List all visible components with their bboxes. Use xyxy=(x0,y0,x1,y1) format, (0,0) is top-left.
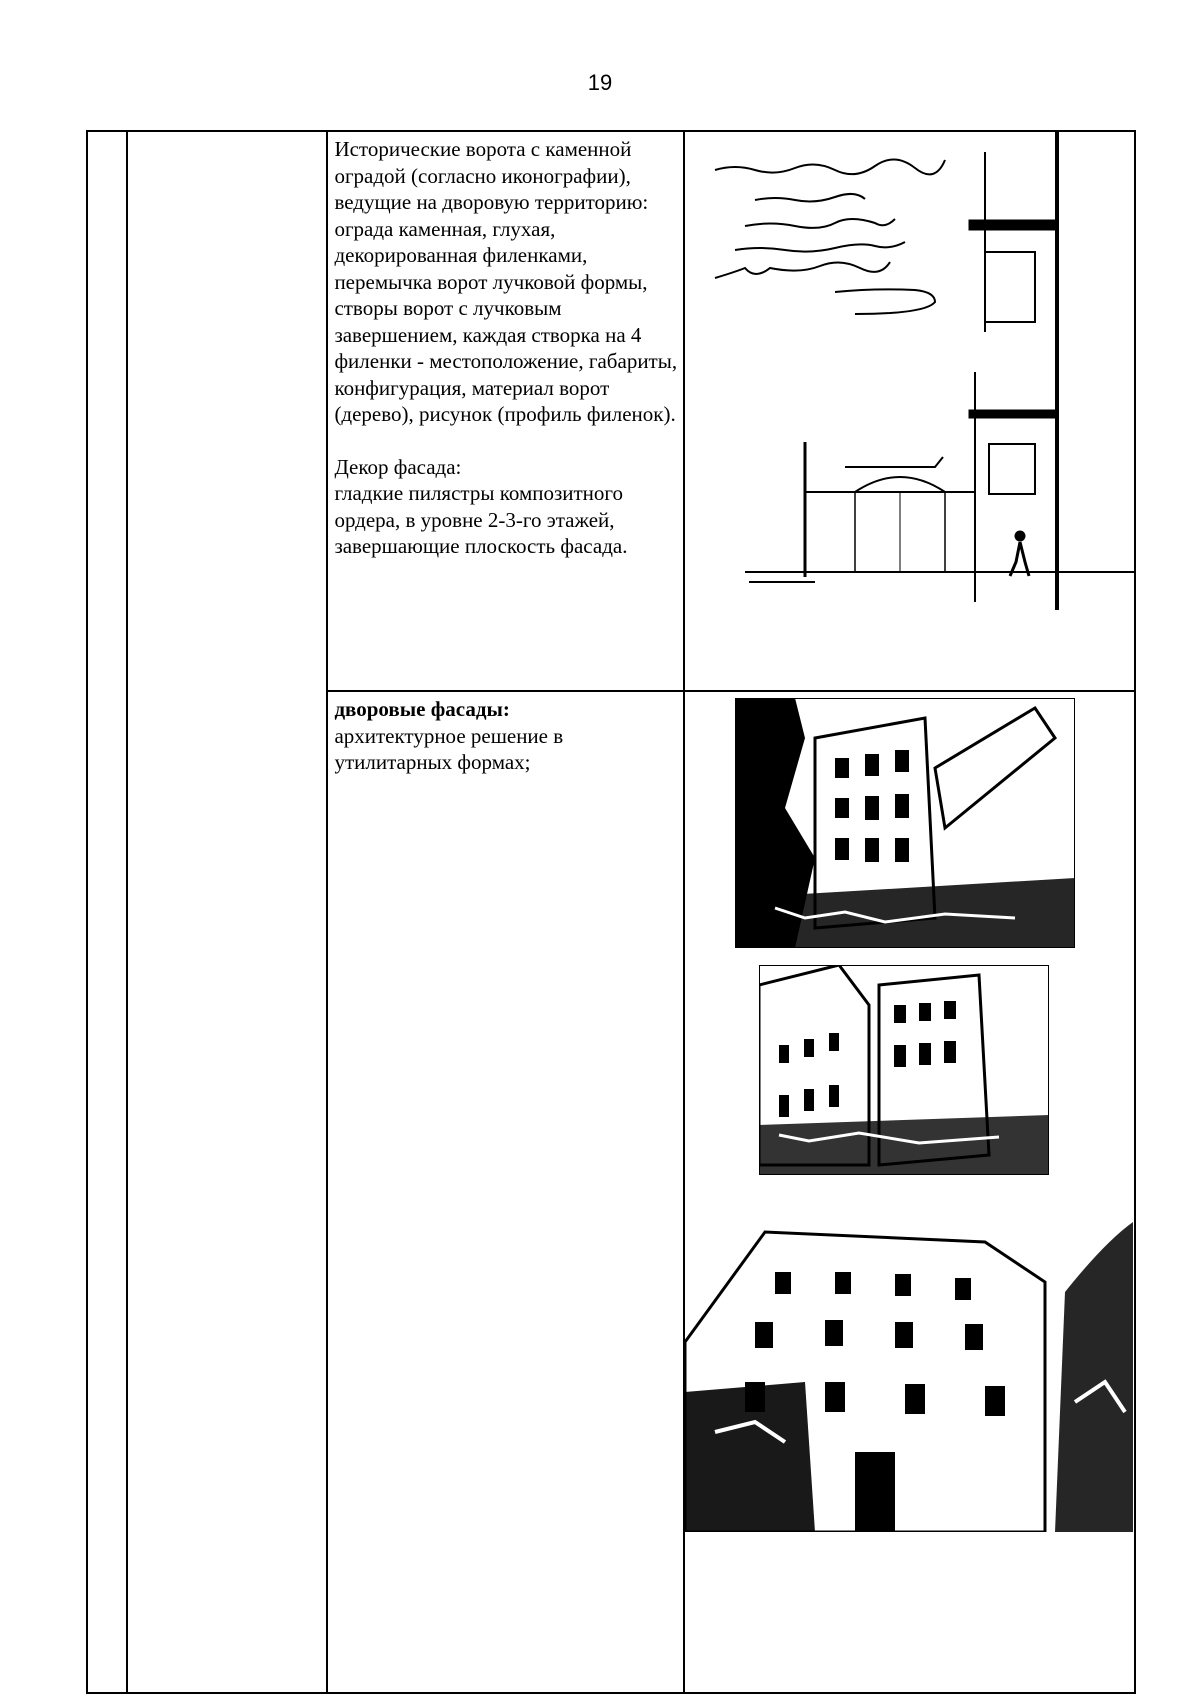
page-number: 19 xyxy=(587,70,613,95)
building-elevation xyxy=(745,132,1135,610)
image-cell xyxy=(684,131,1135,691)
number-cell xyxy=(87,131,127,1693)
image-cell xyxy=(684,691,1135,1693)
facade-decor-text: гладкие пилястры композитного ордера, в уровне 2-3-го этажей, завершающие плоскость фасада. xyxy=(334,481,628,558)
historical-drawing-image xyxy=(685,132,1135,690)
gate-description: Исторические ворота с каменной оградой (согласно иконографии), ведущие на дворовую территорию: ограда каменная, глухая, декорированная филенками, перемычка ворот лучковой формы, створы ворот с лучковым завершением, каждая створка на 4 филенки - местоположение, габариты, конфигурация, материал ворот (дерево), рисунок (профиль филенок). xyxy=(334,137,678,426)
courtyard-facades-heading: дворовые фасады: xyxy=(334,697,510,721)
courtyard-photo-1 xyxy=(735,698,1075,948)
item-name-cell xyxy=(127,131,327,1693)
description-cell xyxy=(327,691,684,1693)
handwriting-signature xyxy=(715,159,945,314)
description-cell xyxy=(327,131,684,691)
courtyard-photo-2 xyxy=(759,965,1049,1175)
courtyard-facades-text: архитектурное решение в утилитарных формах; xyxy=(334,723,564,774)
table-row xyxy=(87,131,1135,691)
courtyard-photo-3 xyxy=(685,1202,1133,1532)
facade-decor-heading: Декор фасада: xyxy=(334,454,462,479)
protected-items-table xyxy=(86,130,1136,1694)
